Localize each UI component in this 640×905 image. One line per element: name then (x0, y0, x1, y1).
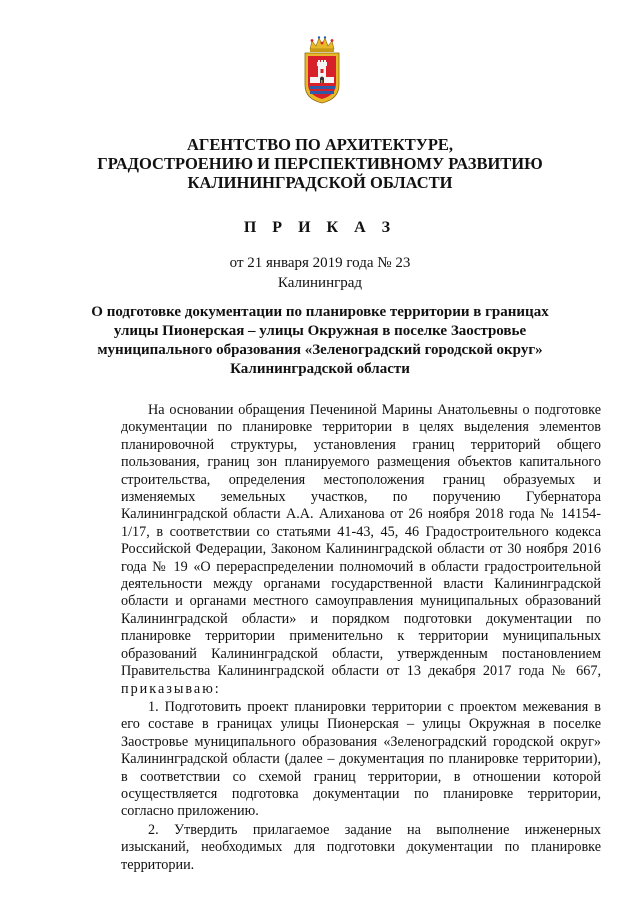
document-subject (0, 303, 640, 379)
agency-header (0, 135, 640, 192)
agency-header-line-2: ГРАДОСТРОЕНИЮ И ПЕРСПЕКТИВНОМУ РАЗВИТИЮ (97, 154, 543, 173)
document-body (121, 402, 601, 874)
agency-header-line-1: АГЕНТСТВО ПО АРХИТЕКТУРЕ, (186, 135, 454, 154)
document-dateline (0, 253, 640, 293)
body-intro-text: На основании обращения Печениной Марины Анатольевны о подготовке документации по планировке территории в целях выделения элементов планировочной структуры, установления границ территорий общего пользования, границ зон планируемого размещения объектов капитального строительства, определения местоположения границ образуемых и изменяемых земельных участков, по поручению Губернатора Калининградской области А.А. Алиханова от 26 ноября 2018 года № 14154-1/17, в соответствии со статьями 41-43, 45, 46 Градостроительного кодекса Российской Федерации, Законом Калининградской области от 30 ноября 2016 года № 19 «О перераспределении полномочий в области градостроительной деятельности между органами государственной власти Калининградской области и органами местного самоуправления муниципальных образований Калининградской области» и порядком подготовки документации по планировке территории применительно к территории муниципальных образований Калининградской области, утвержденным постановлением Правительства Калининградской области от 13 декабря 2017 года № 667, (121, 402, 601, 680)
body-item-2: 2. Утвердить прилагаемое задание на выполнение инженерных изысканий, необходимых для подготовки документации по планировке территории. (121, 821, 601, 873)
subject-line-1: О подготовке документации по планировке территории в границах (91, 304, 549, 320)
document-title: П Р И К А З (243, 219, 397, 236)
order-keyword: приказываю: (121, 680, 221, 697)
document-date-number: от 21 января 2019 года № 23 (229, 255, 411, 271)
svg-text:E: E (320, 79, 324, 84)
subject-line-3: муниципального образования «Зеленоградский городской округ» (97, 342, 543, 358)
body-intro-paragraph (121, 402, 601, 698)
body-item-1: 1. Подготовить проект планировки территории с проектом межевания в его составе в границах улицы Пионерская – улицы Окружная в поселке Заостровье муниципального образования «Зеленоградский городской округ» Калининградской области (далее – документация по планировке территории), в соответствии со схемой границ территории, в отношении которой осуществляется подготовка документации по планировке территории, согласно приложению. (121, 698, 601, 820)
coat-of-arms-icon (302, 33, 342, 105)
subject-line-2: улицы Пионерская – улицы Окружная в поселке Заостровье (113, 323, 527, 339)
document-city: Калининград (277, 275, 363, 291)
agency-header-line-3: КАЛИНИНГРАДСКОЙ ОБЛАСТИ (187, 173, 453, 192)
subject-line-4: Калининградской области (230, 361, 410, 377)
